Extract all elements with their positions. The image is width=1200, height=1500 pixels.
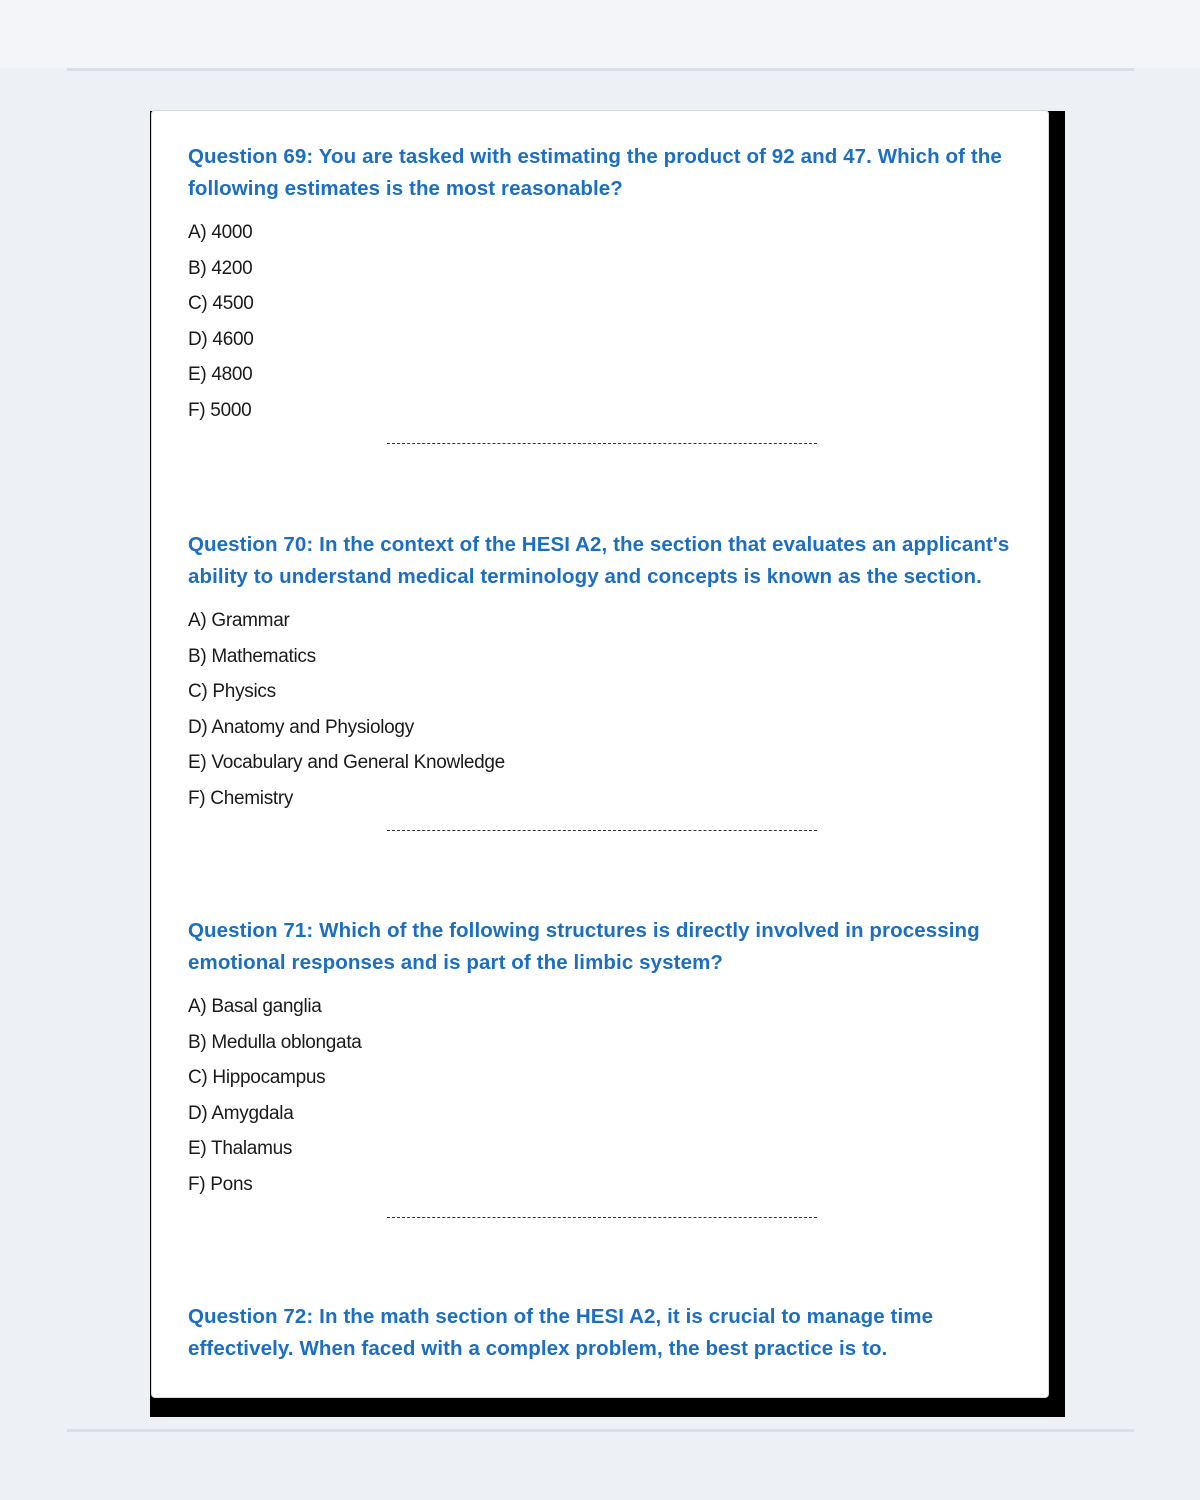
- option-d: D) 4600: [188, 328, 254, 350]
- question-text: Question 69: You are tasked with estimating the product of 92 and 47. Which of the following estimates is the most reasonable?: [188, 145, 1002, 200]
- option-c: C) Physics: [188, 681, 276, 702]
- option-b: B) Mathematics: [188, 645, 316, 667]
- option-e: E) Vocabulary and General Knowledge: [188, 752, 505, 773]
- option-f: F) 5000: [188, 399, 252, 421]
- options-list: [188, 989, 1028, 1202]
- question-72: [188, 1301, 1028, 1365]
- top-divider: [67, 68, 1134, 71]
- option-b: B) Medulla oblongata: [188, 1031, 362, 1053]
- option-c: C) Hippocampus: [188, 1067, 326, 1088]
- options-list: [188, 215, 1028, 428]
- option-e: E) Thalamus: [188, 1138, 293, 1159]
- option-d: D) Anatomy and Physiology: [188, 716, 414, 738]
- option-c: C) 4500: [188, 293, 254, 314]
- option-a: A) 4000: [188, 222, 253, 243]
- option-a: A) Grammar: [188, 610, 290, 631]
- option-a: A) Basal ganglia: [188, 996, 322, 1017]
- document-page: [151, 110, 1049, 1398]
- question-70: [188, 529, 1028, 816]
- option-f: F) Pons: [188, 1173, 253, 1195]
- option-d: D) Amygdala: [188, 1102, 294, 1124]
- option-b: B) 4200: [188, 257, 253, 279]
- question-text: Question 70: In the context of the HESI A2, the section that evaluates an applicant's ability to understand medical terminology and concepts is known as the section.: [188, 533, 1010, 588]
- question-separator: [387, 1217, 817, 1218]
- bottom-divider: [67, 1429, 1134, 1432]
- question-separator: [387, 830, 817, 831]
- question-text: Question 71: Which of the following structures is directly involved in processing emotional responses and is part of the limbic system?: [188, 919, 980, 974]
- question-69: [188, 141, 1028, 428]
- option-f: F) Chemistry: [188, 787, 294, 809]
- options-list: [188, 603, 1028, 816]
- question-71: [188, 915, 1028, 1202]
- option-e: E) 4800: [188, 364, 253, 385]
- question-separator: [387, 443, 817, 444]
- top-bar: [0, 0, 1200, 68]
- question-text: Question 72: In the math section of the HESI A2, it is crucial to manage time effectively. When faced with a complex problem, the best practice is to.: [188, 1305, 934, 1360]
